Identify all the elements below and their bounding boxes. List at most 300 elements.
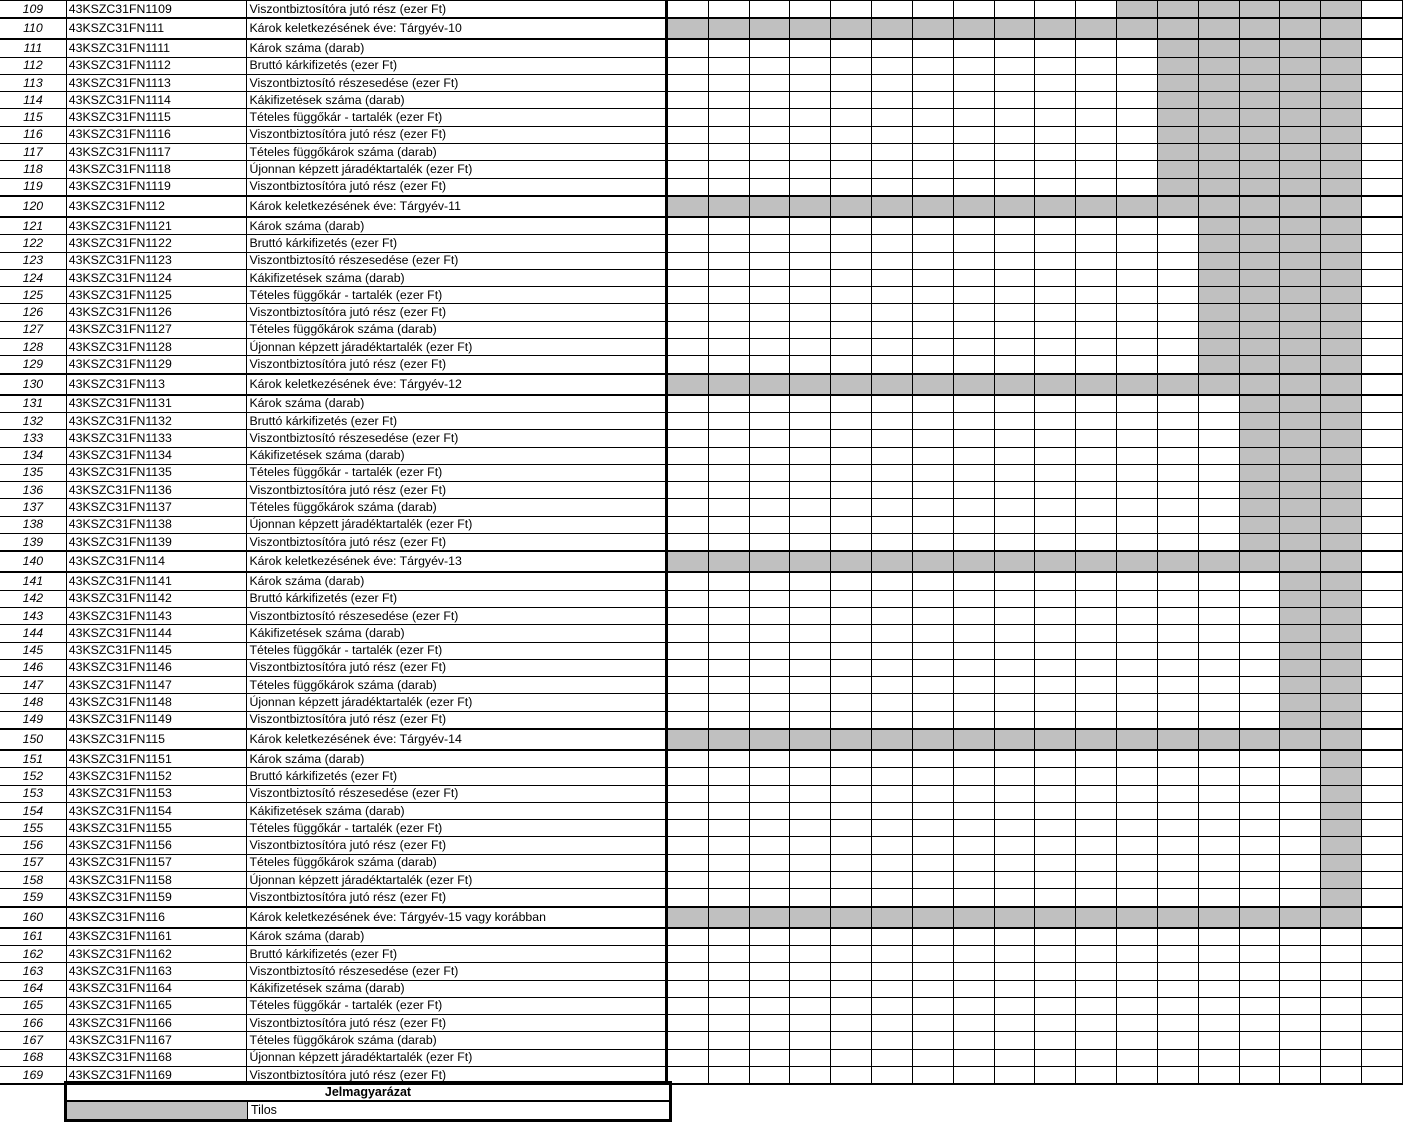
input-cell [912,269,953,286]
input-cell [1076,39,1117,57]
forbidden-cell [1035,374,1076,395]
input-cell [831,889,872,907]
input-cell [994,889,1035,907]
input-cell [1362,39,1403,57]
row-code: 43KSZC31FN1162 [66,945,247,962]
input-cell [1239,837,1280,854]
input-cell [1035,482,1076,499]
table-row [0,430,1403,447]
input-cell [1198,980,1239,997]
row-number: 167 [0,1032,66,1049]
forbidden-cell [1035,18,1076,39]
forbidden-cell [1239,1,1280,19]
forbidden-cell [749,729,790,750]
forbidden-cell [1321,802,1362,819]
forbidden-cell [1198,126,1239,143]
input-cell [749,126,790,143]
input-cell [749,750,790,768]
forbidden-cell [1280,642,1321,659]
input-cell [749,854,790,871]
input-cell [749,1067,790,1085]
input-cell [1117,144,1158,161]
input-cell [953,499,994,516]
input-cell [666,161,708,178]
row-number: 116 [0,126,66,143]
forbidden-cell [831,729,872,750]
row-description: Viszontbiztosítóra jutó rész (ezer Ft) [247,482,667,499]
input-cell [1362,412,1403,429]
row-code: 43KSZC31FN1138 [66,516,247,533]
input-cell [1117,872,1158,889]
input-cell [1157,802,1198,819]
input-cell [1362,196,1403,217]
forbidden-cell [1239,551,1280,572]
input-cell [872,109,913,126]
row-code: 43KSZC31FN1145 [66,642,247,659]
table-row [0,854,1403,871]
row-code: 43KSZC31FN1136 [66,482,247,499]
input-cell [953,872,994,889]
row-code: 43KSZC31FN1116 [66,126,247,143]
input-cell [666,1049,708,1066]
input-cell [872,607,913,624]
input-cell [994,412,1035,429]
input-cell [994,321,1035,338]
input-cell [1076,304,1117,321]
input-cell [1198,854,1239,871]
input-cell [1239,928,1280,946]
input-cell [1076,1015,1117,1032]
input-cell [790,820,831,837]
input-cell [953,889,994,907]
input-cell [1035,1049,1076,1066]
input-cell [912,430,953,447]
input-cell [953,1067,994,1085]
input-cell [1117,980,1158,997]
row-description: Újonnan képzett járadéktartalék (ezer Ft) [247,1049,667,1066]
input-cell [790,997,831,1014]
input-cell [749,820,790,837]
row-number: 158 [0,872,66,889]
input-cell [1076,802,1117,819]
input-cell [1157,677,1198,694]
input-cell [1076,945,1117,962]
forbidden-cell [1239,412,1280,429]
forbidden-cell [1280,625,1321,642]
input-cell [1076,482,1117,499]
input-cell [912,287,953,304]
input-cell [1362,963,1403,980]
input-cell [1076,74,1117,91]
row-description: Bruttó kárkifizetés (ezer Ft) [247,945,667,962]
input-cell [1035,235,1076,252]
input-cell [749,534,790,552]
input-cell [872,677,913,694]
row-description: Bruttó kárkifizetés (ezer Ft) [247,57,667,74]
input-cell [912,482,953,499]
input-cell [872,889,913,907]
row-description: Tételes függőkár - tartalék (ezer Ft) [247,464,667,481]
forbidden-cell [1117,907,1158,928]
input-cell [1035,1015,1076,1032]
input-cell [953,356,994,374]
input-cell [1076,854,1117,871]
input-cell [831,516,872,533]
legend [64,1081,672,1122]
row-code: 43KSZC31FN1155 [66,820,247,837]
input-cell [708,499,749,516]
input-cell [1362,711,1403,729]
input-cell [1362,1049,1403,1066]
row-number: 139 [0,534,66,552]
input-cell [1198,928,1239,946]
forbidden-cell [666,18,708,39]
input-cell [790,217,831,235]
input-cell [1035,217,1076,235]
input-cell [831,304,872,321]
input-cell [1157,395,1198,413]
forbidden-cell [1198,18,1239,39]
table-row [0,768,1403,785]
forbidden-cell [1239,74,1280,91]
input-cell [666,356,708,374]
input-cell [1198,802,1239,819]
forbidden-cell [1239,269,1280,286]
input-cell [1117,412,1158,429]
row-description: Tételes függőkár - tartalék (ezer Ft) [247,287,667,304]
input-cell [1198,1049,1239,1066]
input-cell [1035,126,1076,143]
input-cell [666,945,708,962]
row-description: Károk keletkezésének éve: Tárgyév-12 [247,374,667,395]
input-cell [831,74,872,91]
row-number: 122 [0,235,66,252]
input-cell [953,269,994,286]
input-cell [1362,430,1403,447]
input-cell [872,304,913,321]
input-cell [1280,768,1321,785]
row-code: 43KSZC31FN1146 [66,659,247,676]
input-cell [1117,694,1158,711]
input-cell [1280,1067,1321,1085]
input-cell [1035,269,1076,286]
forbidden-cell [1239,499,1280,516]
input-cell [1157,447,1198,464]
input-cell [1280,963,1321,980]
forbidden-cell [1157,374,1198,395]
input-cell [1035,161,1076,178]
input-cell [831,872,872,889]
input-cell [1076,1,1117,19]
input-cell [1076,499,1117,516]
input-cell [790,269,831,286]
input-cell [1280,837,1321,854]
input-cell [872,74,913,91]
forbidden-cell [1280,92,1321,109]
forbidden-cell [1280,269,1321,286]
row-description: Viszontbiztosító részesedése (ezer Ft) [247,607,667,624]
row-code: 43KSZC31FN1166 [66,1015,247,1032]
input-cell [1157,997,1198,1014]
forbidden-cell [1280,74,1321,91]
input-cell [1035,963,1076,980]
row-description: Viszontbiztosítóra jutó rész (ezer Ft) [247,178,667,196]
input-cell [912,572,953,590]
input-cell [1035,339,1076,356]
input-cell [872,837,913,854]
input-cell [912,590,953,607]
row-number: 109 [0,1,66,19]
table-row [0,92,1403,109]
forbidden-cell [953,907,994,928]
input-cell [1076,356,1117,374]
input-cell [790,430,831,447]
input-cell [872,499,913,516]
input-cell [1198,872,1239,889]
input-cell [994,928,1035,946]
forbidden-cell [1198,235,1239,252]
forbidden-cell [1321,729,1362,750]
row-number: 153 [0,785,66,802]
input-cell [1035,928,1076,946]
input-cell [994,252,1035,269]
input-cell [666,1067,708,1085]
forbidden-cell [1198,374,1239,395]
forbidden-cell [1321,907,1362,928]
input-cell [1280,802,1321,819]
table-row [0,534,1403,552]
input-cell [872,356,913,374]
forbidden-cell [1198,321,1239,338]
forbidden-cell [1076,729,1117,750]
input-cell [1035,534,1076,552]
input-cell [953,217,994,235]
input-cell [831,659,872,676]
row-number: 128 [0,339,66,356]
input-cell [1117,447,1158,464]
row-description: Tételes függőkárok száma (darab) [247,321,667,338]
input-cell [953,785,994,802]
input-cell [1076,928,1117,946]
input-cell [912,997,953,1014]
forbidden-cell [1321,551,1362,572]
forbidden-cell [1198,144,1239,161]
row-number: 159 [0,889,66,907]
input-cell [1117,516,1158,533]
legend-item [67,1102,669,1119]
row-code: 43KSZC31FN1159 [66,889,247,907]
input-cell [1239,802,1280,819]
input-cell [1035,750,1076,768]
input-cell [1076,287,1117,304]
forbidden-cell [1321,607,1362,624]
input-cell [1157,516,1198,533]
input-cell [666,178,708,196]
forbidden-cell [1076,907,1117,928]
row-description: Viszontbiztosító részesedése (ezer Ft) [247,252,667,269]
forbidden-cell [1198,729,1239,750]
forbidden-cell [1321,590,1362,607]
input-cell [1117,625,1158,642]
input-cell [708,802,749,819]
input-cell [912,854,953,871]
row-description: Viszontbiztosítóra jutó rész (ezer Ft) [247,837,667,854]
input-cell [1035,711,1076,729]
input-cell [831,677,872,694]
input-cell [1362,144,1403,161]
input-cell [953,39,994,57]
input-cell [1157,625,1198,642]
input-cell [1076,109,1117,126]
input-cell [872,447,913,464]
row-code: 43KSZC31FN1157 [66,854,247,871]
forbidden-cell [1280,178,1321,196]
table-row [0,161,1403,178]
input-cell [953,516,994,533]
input-cell [1157,534,1198,552]
input-cell [953,1032,994,1049]
forbidden-cell [1157,729,1198,750]
input-cell [1117,356,1158,374]
input-cell [994,339,1035,356]
input-cell [1035,889,1076,907]
input-cell [708,395,749,413]
forbidden-cell [1198,907,1239,928]
forbidden-cell [1280,321,1321,338]
input-cell [1076,642,1117,659]
input-cell [1076,837,1117,854]
row-code: 43KSZC31FN1127 [66,321,247,338]
input-cell [1157,572,1198,590]
input-cell [1076,659,1117,676]
input-cell [994,980,1035,997]
input-cell [831,802,872,819]
input-cell [872,590,913,607]
input-cell [1198,820,1239,837]
table-row [0,677,1403,694]
row-description: Viszontbiztosítóra jutó rész (ezer Ft) [247,356,667,374]
input-cell [994,750,1035,768]
input-cell [790,802,831,819]
row-number: 120 [0,196,66,217]
input-cell [790,235,831,252]
forbidden-cell [1321,854,1362,871]
forbidden-cell [1239,464,1280,481]
input-cell [790,92,831,109]
input-cell [790,963,831,980]
input-cell [1117,1049,1158,1066]
input-cell [1157,889,1198,907]
input-cell [872,928,913,946]
input-cell [1362,590,1403,607]
input-cell [749,57,790,74]
input-cell [666,217,708,235]
input-cell [708,889,749,907]
input-cell [1362,92,1403,109]
input-cell [1076,161,1117,178]
row-description: Kákifizetések száma (darab) [247,447,667,464]
input-cell [708,287,749,304]
input-cell [912,395,953,413]
table-row [0,980,1403,997]
input-cell [749,482,790,499]
input-cell [831,57,872,74]
input-cell [708,516,749,533]
input-cell [872,997,913,1014]
forbidden-cell [1239,534,1280,552]
input-cell [666,889,708,907]
input-cell [1117,464,1158,481]
input-cell [1157,499,1198,516]
input-cell [666,395,708,413]
input-cell [708,1032,749,1049]
forbidden-cell [1280,126,1321,143]
input-cell [666,625,708,642]
input-cell [749,590,790,607]
table-row [0,837,1403,854]
row-number: 129 [0,356,66,374]
input-cell [1239,980,1280,997]
input-cell [790,287,831,304]
forbidden-cell [1035,729,1076,750]
input-cell [790,1049,831,1066]
table-row-group [0,196,1403,217]
input-cell [790,321,831,338]
input-cell [708,768,749,785]
input-cell [1117,126,1158,143]
input-cell [1035,572,1076,590]
row-description: Károk száma (darab) [247,395,667,413]
input-cell [953,339,994,356]
row-code: 43KSZC31FN1124 [66,269,247,286]
forbidden-cell [912,18,953,39]
input-cell [1076,235,1117,252]
input-cell [749,607,790,624]
input-cell [872,980,913,997]
input-cell [749,92,790,109]
input-cell [1076,92,1117,109]
input-cell [1239,711,1280,729]
input-cell [666,304,708,321]
forbidden-cell [1239,109,1280,126]
forbidden-cell [790,729,831,750]
input-cell [953,161,994,178]
forbidden-cell [1280,907,1321,928]
input-cell [1157,1067,1198,1085]
forbidden-cell [1117,729,1158,750]
input-cell [1157,1049,1198,1066]
row-description: Kákifizetések száma (darab) [247,980,667,997]
input-cell [1035,499,1076,516]
forbidden-cell [1157,57,1198,74]
forbidden-cell [912,196,953,217]
input-cell [912,694,953,711]
input-cell [790,1015,831,1032]
table-row [0,872,1403,889]
input-cell [790,412,831,429]
input-cell [1035,768,1076,785]
input-cell [831,217,872,235]
input-cell [953,642,994,659]
table-row [0,217,1403,235]
input-cell [1035,945,1076,962]
input-cell [1362,534,1403,552]
row-number: 126 [0,304,66,321]
row-description: Viszontbiztosítóra jutó rész (ezer Ft) [247,659,667,676]
row-description: Kákifizetések száma (darab) [247,269,667,286]
input-cell [708,161,749,178]
input-cell [831,980,872,997]
